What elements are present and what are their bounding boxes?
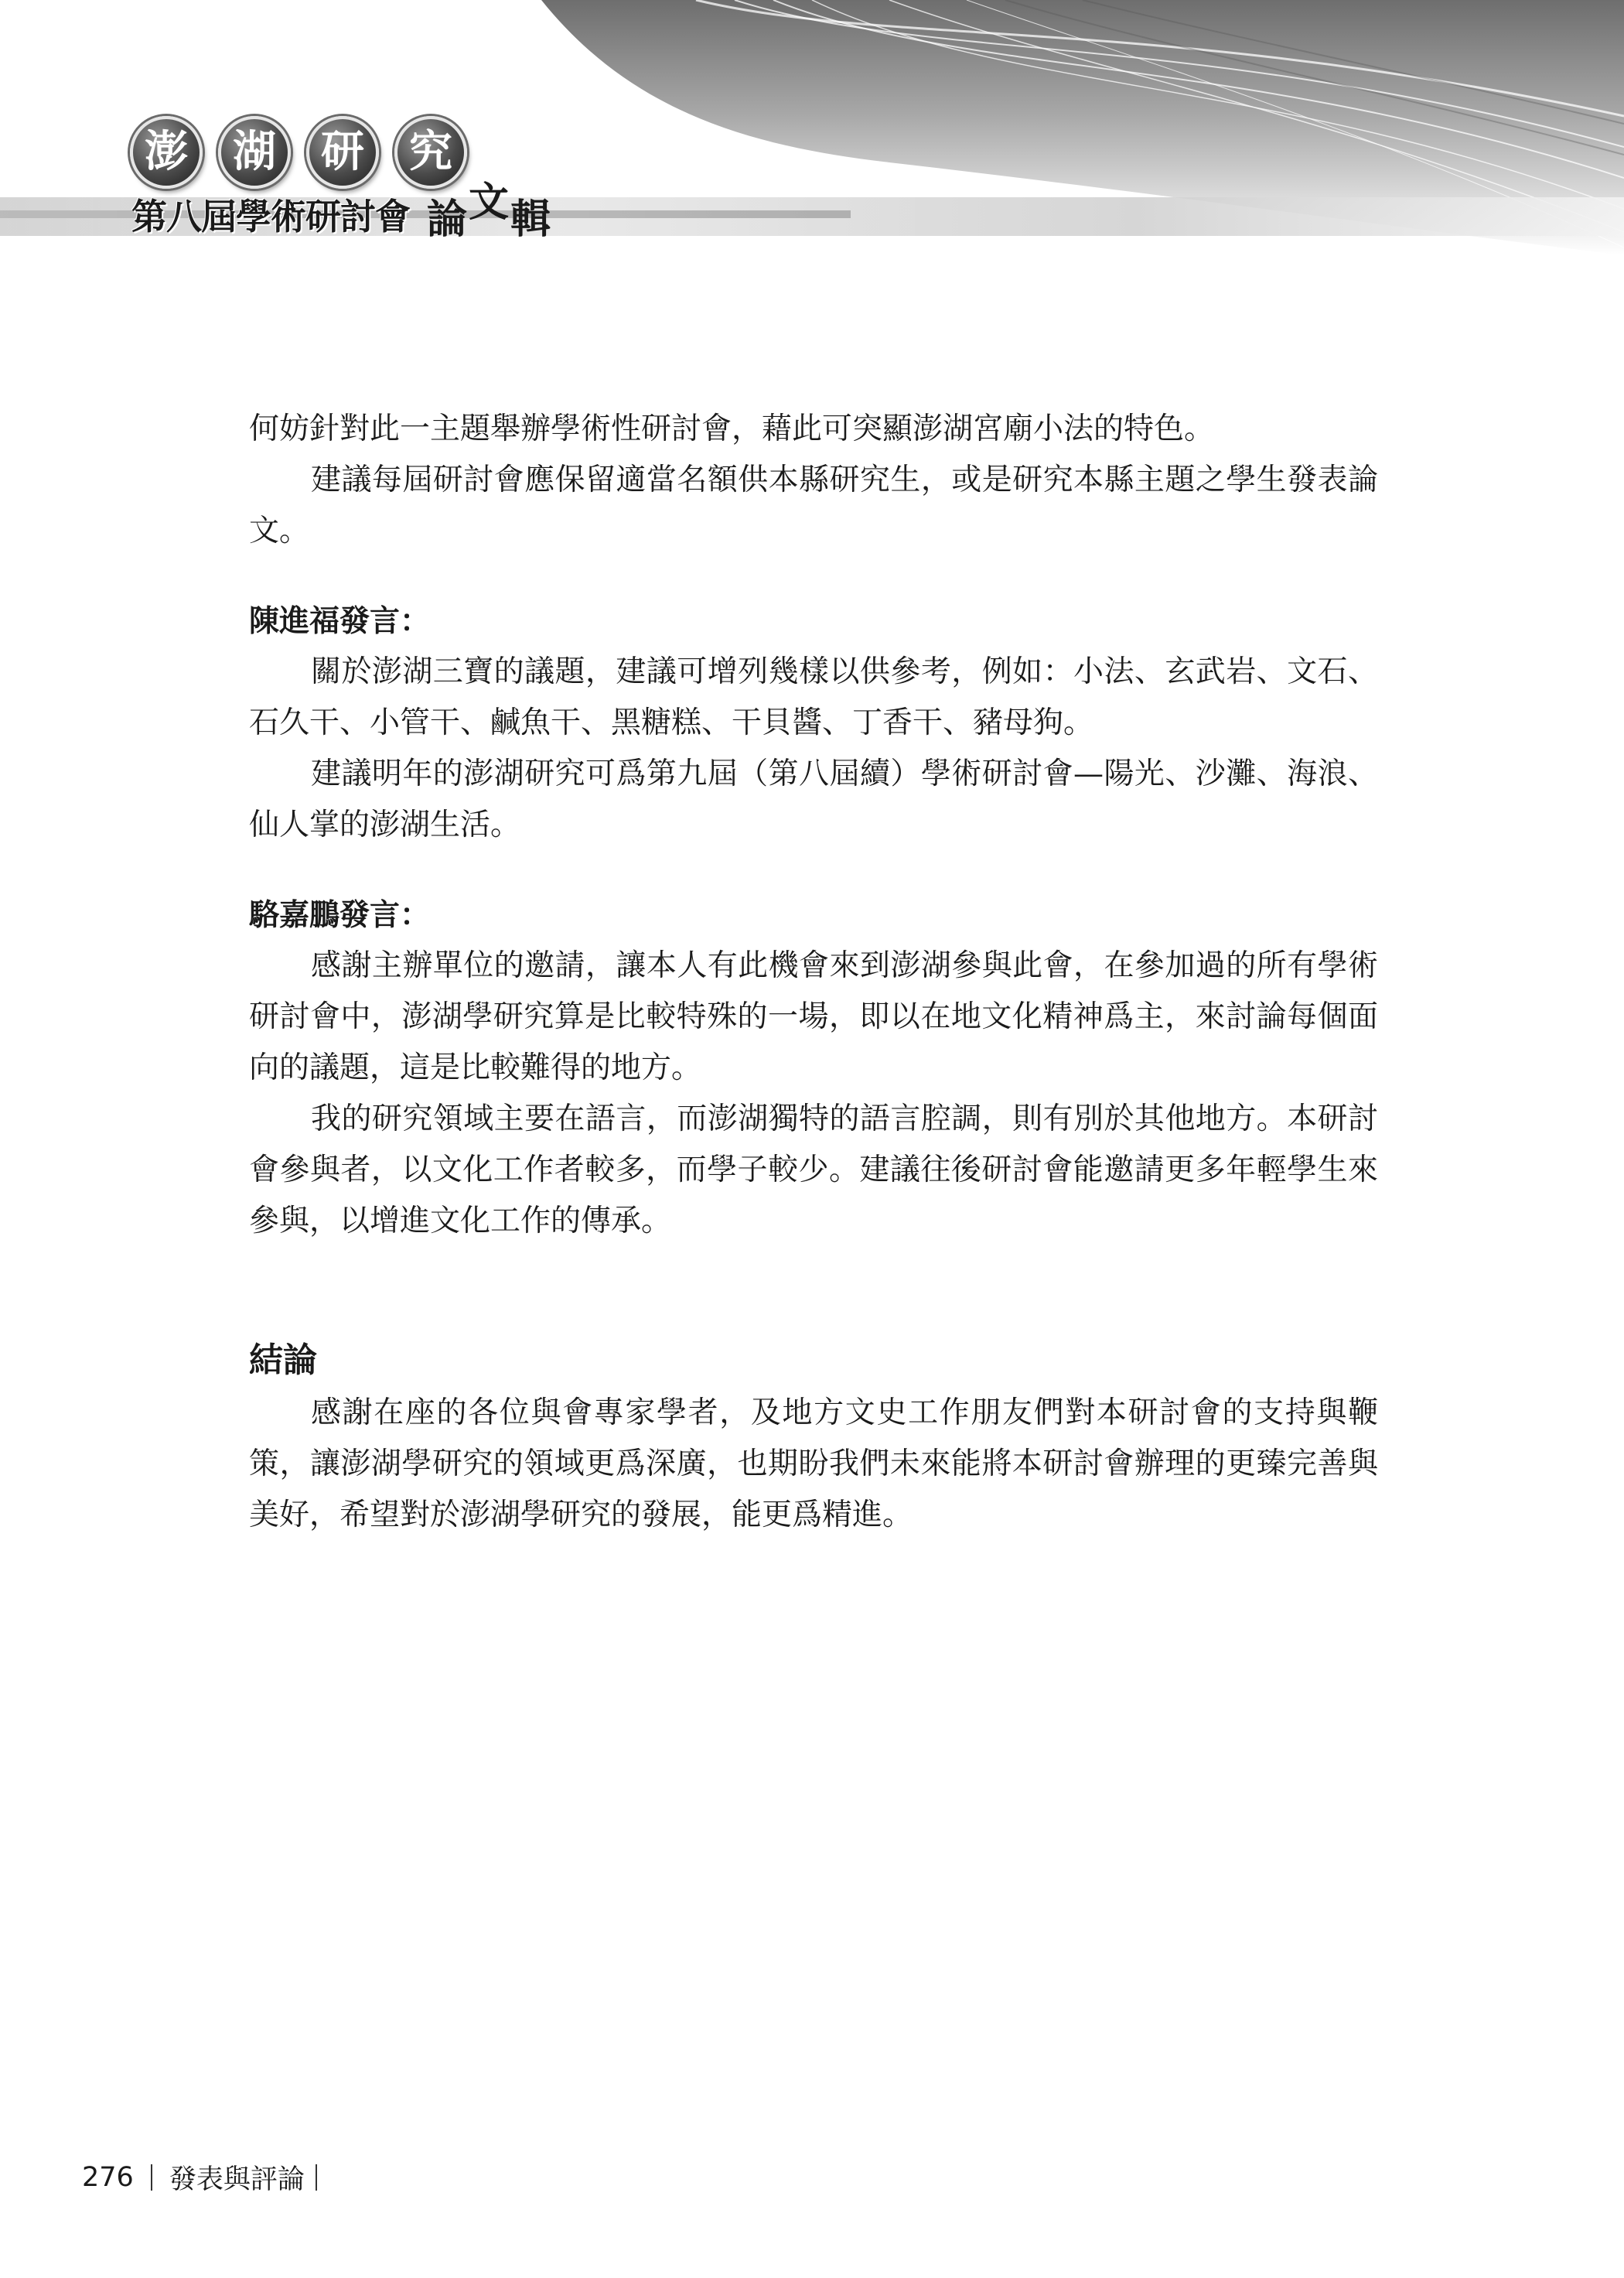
page-footer xyxy=(82,2158,317,2197)
speaker-heading: 駱嘉鵬發言： xyxy=(249,897,431,933)
subtitle-tail xyxy=(427,179,551,243)
article-body xyxy=(249,404,1378,1541)
subtitle-main-text: 第八屆學術研討會 xyxy=(131,196,410,237)
speaker-heading: 陳進福發言： xyxy=(249,603,431,639)
title-char-circle: 澎 xyxy=(130,116,203,189)
body-paragraph: 感謝主辦單位的邀請，讓本人有此機會來到澎湖參與此會，在參加過的所有學術研討會中，澎湖學研究算是比較特殊的一場，即以在地文化精神爲主，來討論每個面向的議題，這是比較難得的地方。 xyxy=(249,948,1378,1085)
body-paragraph: 我的研究領域主要在語言，而澎湖獨特的語言腔調，則有別於其他地方。本研討會參與者，以文化工作者較多，而學子較少。建議往後研討會能邀請更多年輕學生來參與，以增進文化工作的傳承。 xyxy=(249,1101,1378,1238)
title-char-circle: 湖 xyxy=(218,116,291,189)
footer-divider xyxy=(316,2164,317,2191)
title-char-circle: 究 xyxy=(394,116,467,189)
body-paragraph: 建議明年的澎湖研究可爲第九屆（第八屆續）學術研討會—陽光、沙灘、海浪、仙人掌的澎湖生活。 xyxy=(249,756,1378,842)
footer-divider xyxy=(151,2164,152,2191)
body-paragraph: 何妨針對此一主題舉辦學術性研討會，藉此可突顯澎湖宮廟小法的特色。 xyxy=(249,412,1215,446)
subtitle-tail-char: 文 xyxy=(469,179,510,226)
title-char-circle: 研 xyxy=(306,116,379,189)
body-paragraph: 關於澎湖三寶的議題，建議可增列幾樣以供參考，例如：小法、玄武岩、文石、石久干、小管干、鹹魚干、黑糖糕、干貝醬、丁香干、豬母狗。 xyxy=(249,654,1378,740)
page-header xyxy=(0,0,1624,255)
body-paragraph: 感謝在座的各位與會專家學者，及地方文史工作朋友們對本研討會的支持與鞭策，讓澎湖學研究的領域更爲深廣，也期盼我們未來能將本研討會辦理的更臻完善與美好，希望對於澎湖學研究的發展，能更爲精進。 xyxy=(249,1395,1378,1532)
body-paragraph: 建議每屆研討會應保留適當名額供本縣研究生，或是研究本縣主題之學生發表論文。 xyxy=(249,463,1378,548)
footer-section-title: 發表與評論 xyxy=(169,2164,305,2195)
journal-subtitle xyxy=(131,179,551,243)
page-number: 276 xyxy=(82,2162,134,2193)
conclusion-heading: 結論 xyxy=(249,1341,317,1380)
journal-title xyxy=(130,116,467,189)
subtitle-tail-char: 輯 xyxy=(510,196,551,243)
subtitle-tail-char: 論 xyxy=(427,196,468,243)
